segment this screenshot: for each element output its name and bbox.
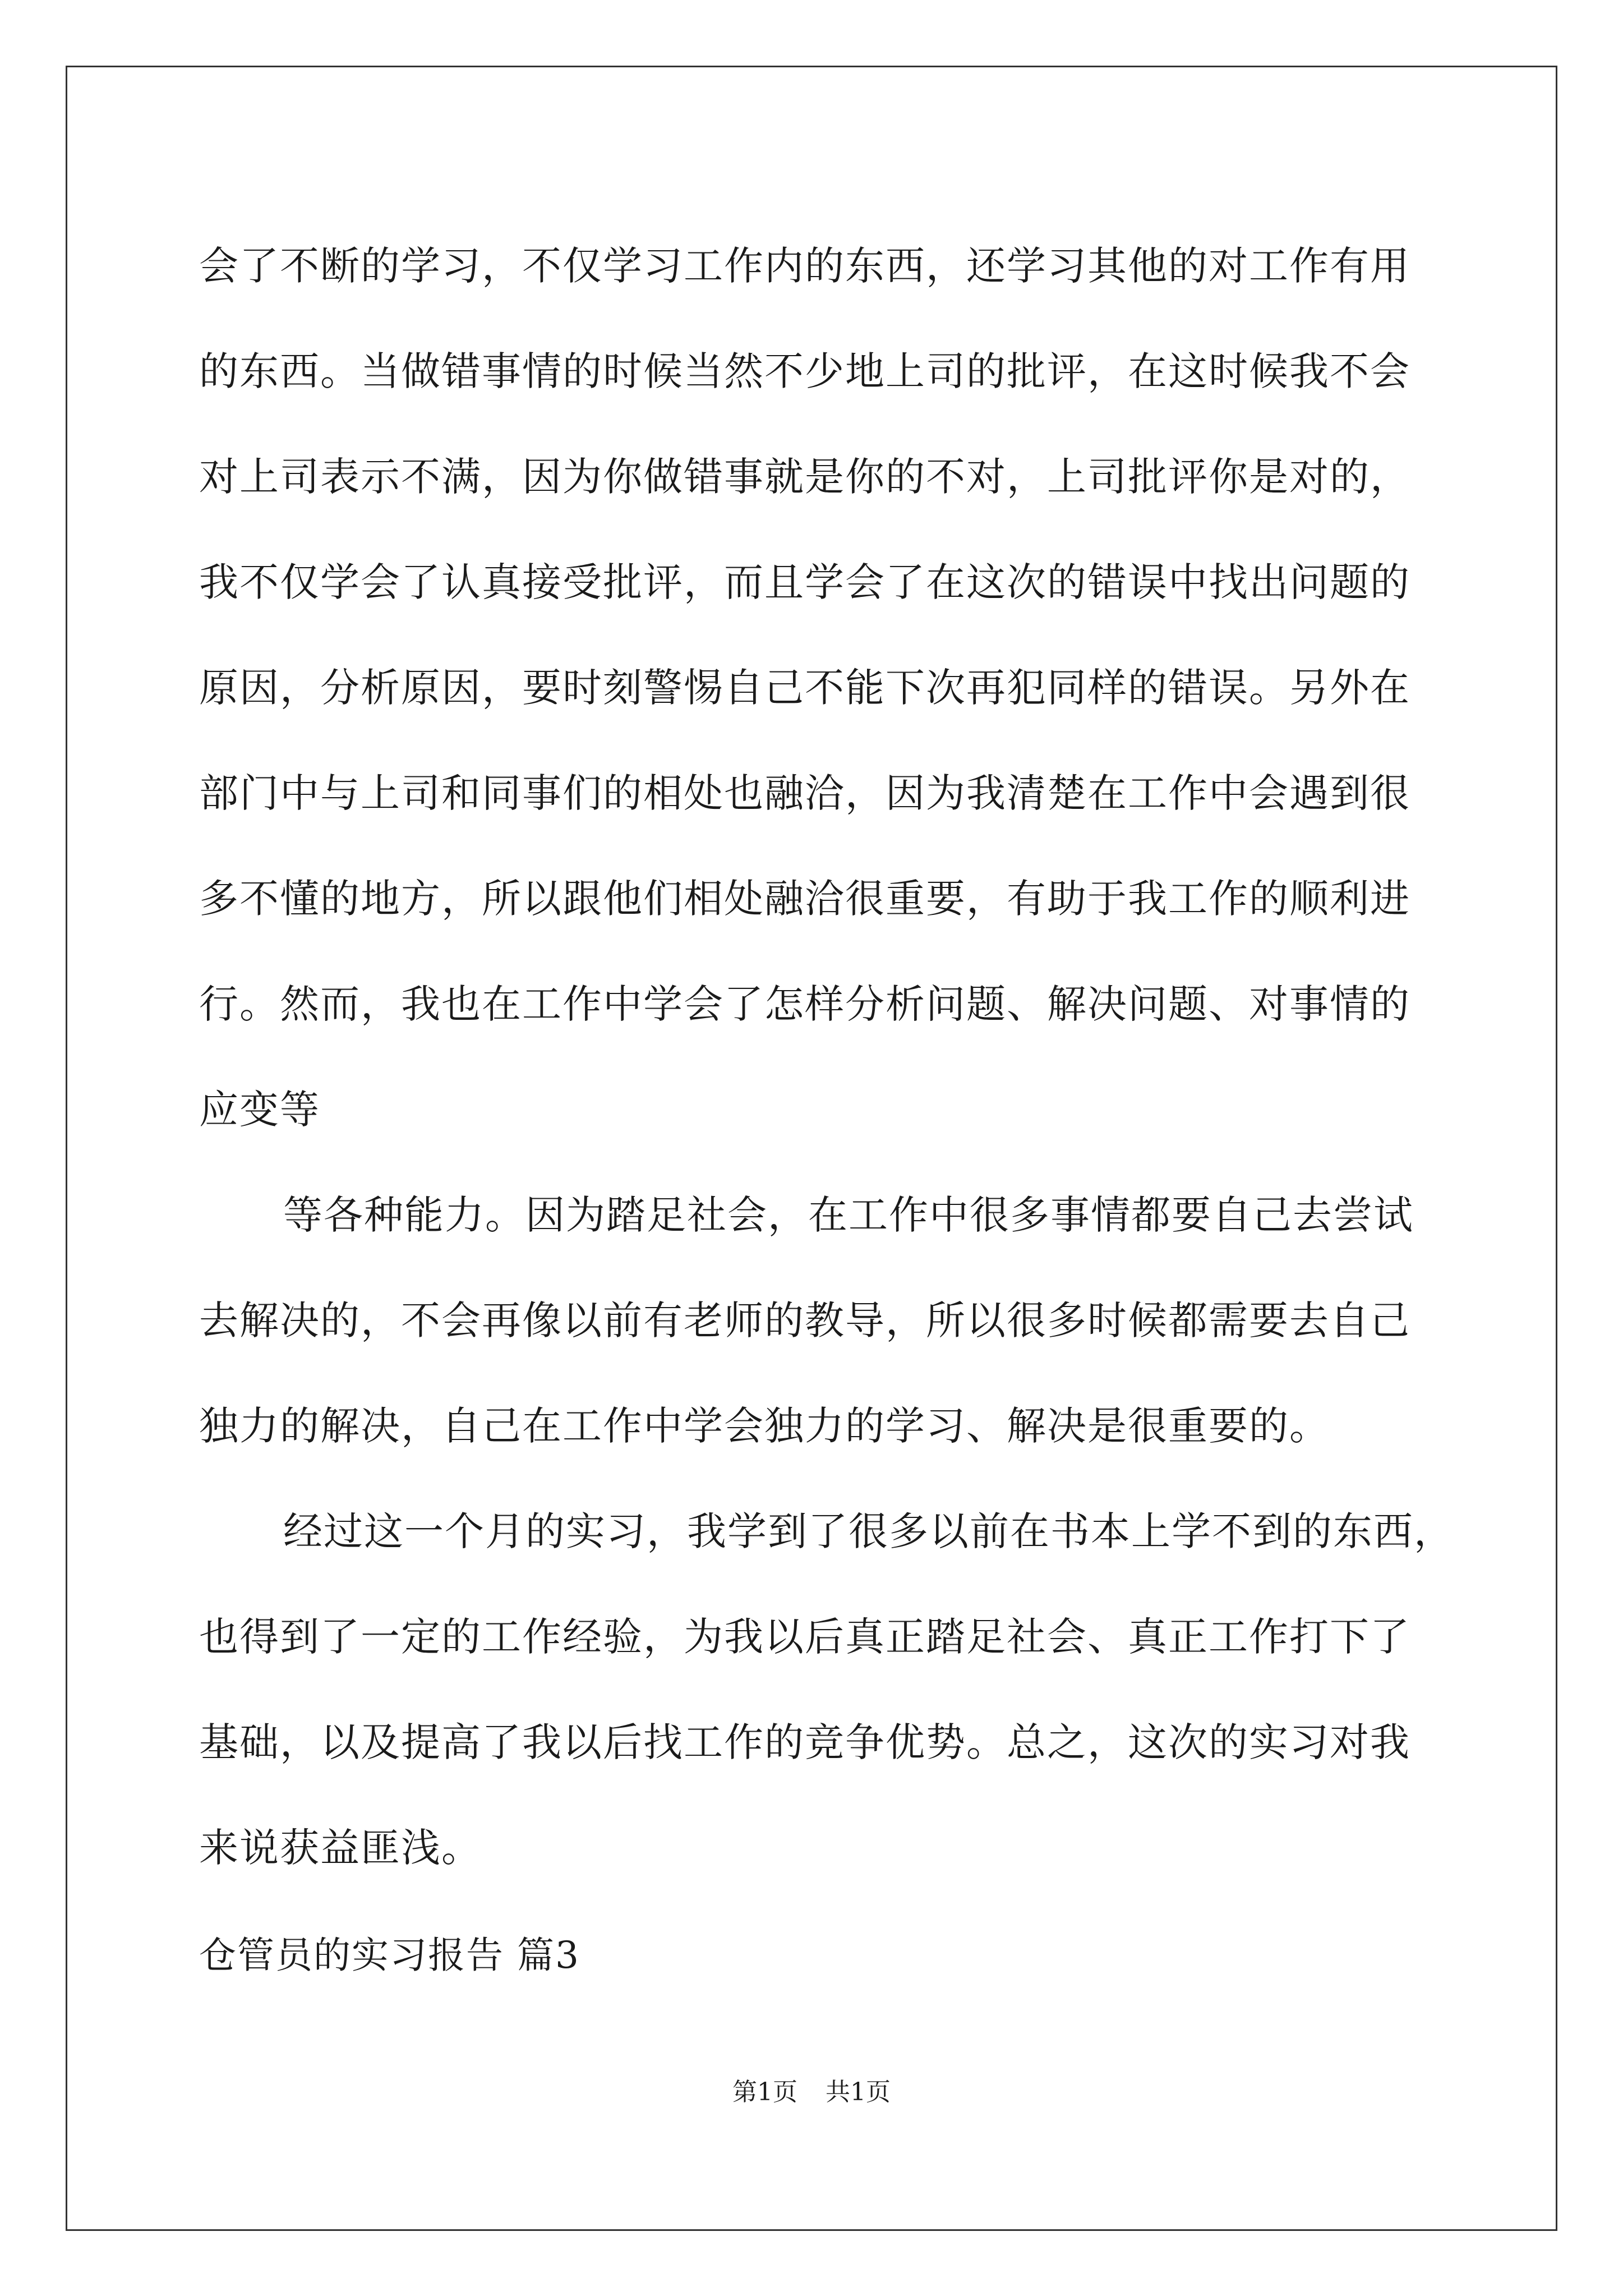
page-total: 共1页 xyxy=(826,2078,891,2106)
text-line: 多不懂的地方，所以跟他们相处融洽很重要，有助于我工作的顺利进 xyxy=(199,876,1410,922)
text-line: 也得到了一定的工作经验，为我以后真正踏足社会、真正工作打下了 xyxy=(199,1614,1410,1660)
section-title: 仓管员的实习报告 篇3 xyxy=(199,1934,580,1977)
text-line: 独力的解决，自己在工作中学会独力的学习、解决是很重要的。 xyxy=(199,1403,1330,1449)
page-number: 第1页 xyxy=(732,2078,797,2106)
text-line: 部门中与上司和同事们的相处也融洽，因为我清楚在工作中会遇到很 xyxy=(199,770,1410,816)
document-body xyxy=(199,213,1461,2010)
text-line: 应变等 xyxy=(199,1087,320,1133)
text-line: 行。然而，我也在工作中学会了怎样分析问题、解决问题、对事情的 xyxy=(199,981,1410,1027)
text-line: 我不仅学会了认真接受批评，而且学会了在这次的错误中找出问题的 xyxy=(199,559,1410,605)
text-line: 的东西。当做错事情的时候当然不少地上司的批评，在这时候我不会 xyxy=(199,348,1410,394)
text-line: 基础，以及提高了我以后找工作的竞争优势。总之，这次的实习对我 xyxy=(199,1719,1410,1765)
text-line: 会了不断的学习，不仅学习工作内的东西，还学习其他的对工作有用 xyxy=(199,243,1410,289)
text-line: 来说获益匪浅。 xyxy=(199,1825,482,1871)
text-line: 对上司表示不满，因为你做错事就是你的不对，上司批评你是对的， xyxy=(199,454,1410,500)
text-line: 原因，分析原因，要时刻警惕自己不能下次再犯同样的错误。另外在 xyxy=(199,665,1410,711)
page-footer xyxy=(0,2076,1623,2109)
text-line-indented: 经过这一个月的实习，我学到了很多以前在书本上学不到的东西， xyxy=(283,1508,1454,1554)
text-line-indented: 等各种能力。因为踏足社会，在工作中很多事情都要自己去尝试 xyxy=(283,1192,1414,1238)
text-line: 去解决的，不会再像以前有老师的教导，所以很多时候都需要去自己 xyxy=(199,1297,1410,1343)
